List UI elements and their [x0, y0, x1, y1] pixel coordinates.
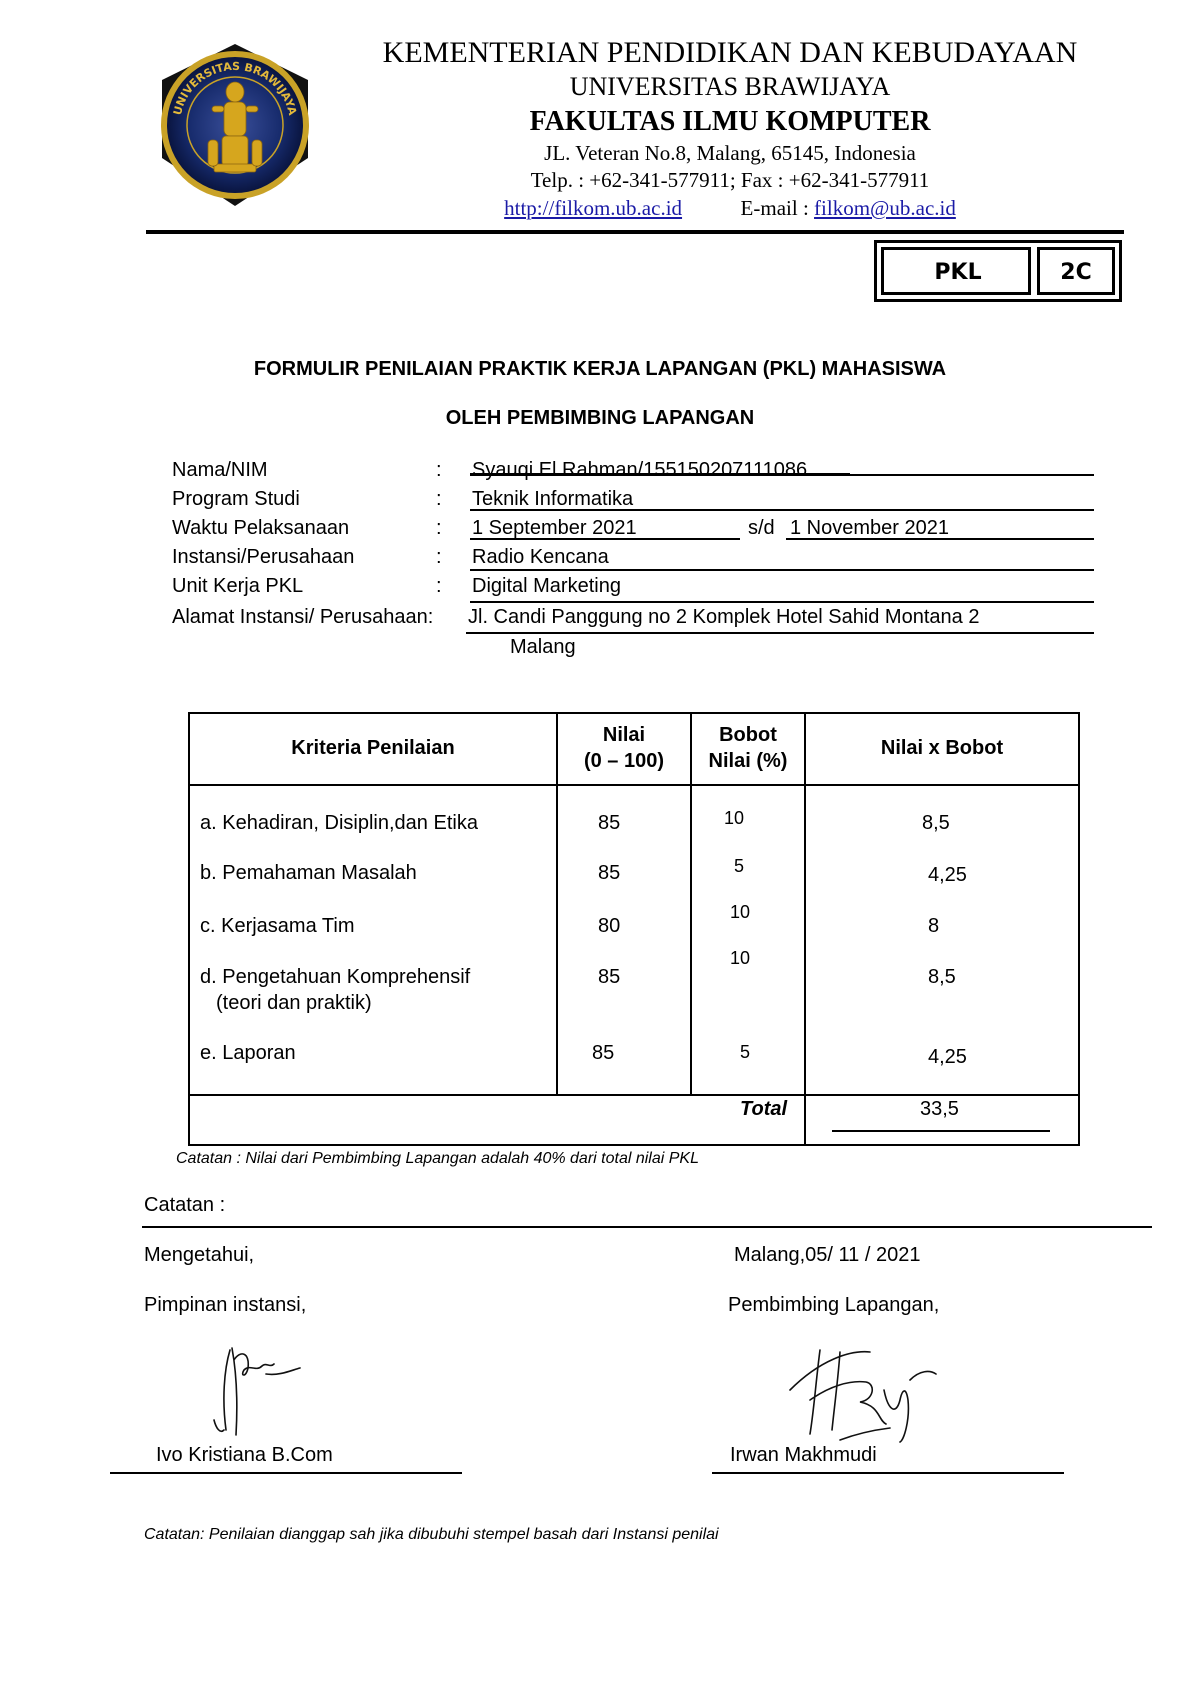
- total-label: Total: [740, 1098, 788, 1120]
- row-score: 85: [598, 966, 621, 988]
- name-colon: :: [436, 459, 442, 481]
- right-signer-name: Irwan Makhmudi: [730, 1444, 877, 1466]
- row-score: 85: [598, 812, 621, 834]
- right-signature: [780, 1330, 950, 1450]
- total-value: 33,5: [920, 1098, 959, 1120]
- unit-line: [470, 601, 1094, 603]
- code-pkl: PKL: [934, 260, 982, 285]
- form-title: FORMULIR PENILAIAN PRAKTIK KERJA LAPANGAN (PKL) MAHASISWA: [253, 358, 947, 380]
- website-link[interactable]: http://filkom.ub.ac.id: [504, 196, 683, 220]
- left-signature: [200, 1330, 330, 1450]
- time-end-line: [786, 538, 1094, 540]
- table-total-rule: [188, 1094, 1080, 1096]
- right-signature-line: [712, 1472, 1064, 1474]
- header-weight-line1: Bobot: [719, 724, 777, 746]
- address-label: Alamat Instansi/ Perusahaan:: [172, 606, 434, 628]
- row-score: 85: [598, 862, 621, 884]
- table-col-divider-3: [804, 712, 806, 1146]
- row-weight: 10: [730, 902, 751, 922]
- name-value: Syauqi El Rahman/155150207111086: [472, 459, 808, 481]
- address-line: JL. Veteran No.8, Malang, 65145, Indonesia: [544, 141, 916, 165]
- phone-fax-line: Telp. : +62-341-577911; Fax : +62-341-577911: [530, 168, 930, 192]
- faculty-name: FAKULTAS ILMU KOMPUTER: [529, 106, 931, 137]
- university-logo: [150, 40, 320, 210]
- row-product: 8: [928, 915, 940, 937]
- name-line: [470, 474, 1094, 476]
- header-rule: [146, 230, 1124, 234]
- time-start: 1 September 2021: [472, 517, 637, 539]
- email-label: E-mail :: [740, 196, 809, 220]
- web-email-line: [330, 196, 1130, 221]
- row-criteria: a. Kehadiran, Disiplin,dan Etika: [200, 812, 478, 834]
- address-value-line1: Jl. Candi Panggung no 2 Komplek Hotel Sahid Montana 2: [468, 606, 980, 628]
- notes-label: Catatan :: [144, 1194, 226, 1216]
- program-colon: :: [436, 488, 442, 510]
- header-score-line2: (0 – 100): [583, 750, 665, 772]
- row-weight: 10: [724, 808, 745, 828]
- notes-line: [142, 1226, 1152, 1228]
- university-name: UNIVERSITAS BRAWIJAYA: [569, 72, 891, 101]
- time-colon: :: [436, 517, 442, 539]
- left-signer-name: Ivo Kristiana B.Com: [156, 1444, 333, 1466]
- left-signature-line: [110, 1472, 462, 1474]
- unit-label: Unit Kerja PKL: [172, 575, 304, 597]
- row-weight: 5: [734, 856, 745, 876]
- program-value: Teknik Informatika: [472, 488, 634, 510]
- time-separator: s/d: [748, 517, 775, 539]
- time-end: 1 November 2021: [790, 517, 949, 539]
- right-place-date: Malang,05/ 11 / 2021: [734, 1244, 921, 1266]
- time-label: Waktu Pelaksanaan: [172, 517, 350, 539]
- left-role: Pimpinan instansi,: [144, 1294, 307, 1316]
- company-colon: :: [436, 546, 442, 568]
- ministry-title: KEMENTERIAN PENDIDIKAN DAN KEBUDAYAAN: [382, 36, 1078, 69]
- table-note: Catatan : Nilai dari Pembimbing Lapangan adalah 40% dari total nilai PKL: [176, 1150, 699, 1167]
- company-label: Instansi/Perusahaan: [172, 546, 355, 568]
- row-criteria: e. Laporan: [200, 1042, 296, 1064]
- header-criteria: Kriteria Penilaian: [291, 737, 455, 759]
- row-weight: 10: [730, 948, 751, 968]
- program-label: Program Studi: [172, 488, 300, 510]
- name-label: Nama/NIM: [172, 459, 268, 481]
- header-product: Nilai x Bobot: [880, 737, 1004, 759]
- address-line: [466, 632, 1094, 634]
- total-underline: [832, 1130, 1050, 1132]
- row-criteria-line2: (teori dan praktik): [216, 992, 372, 1014]
- row-product: 8,5: [928, 966, 956, 988]
- table-header-rule: [188, 784, 1080, 786]
- left-intro: Mengetahui,: [144, 1244, 255, 1266]
- time-start-line: [470, 538, 740, 540]
- code-2c: 2C: [1060, 260, 1092, 285]
- header-weight-line2: Nilai (%): [708, 750, 788, 772]
- row-criteria: d. Pengetahuan Komprehensif: [200, 966, 471, 988]
- company-line: [470, 569, 1094, 571]
- email-link[interactable]: filkom@ub.ac.id: [814, 196, 956, 220]
- unit-value: Digital Marketing: [472, 575, 621, 597]
- header-score-line1: Nilai: [602, 724, 646, 746]
- svg-text:UNIVERSITAS BRAWIJAYA: UNIVERSITAS BRAWIJAYA: [170, 59, 300, 117]
- program-line: [470, 509, 1094, 511]
- row-criteria: b. Pemahaman Masalah: [200, 862, 417, 884]
- row-score: 80: [598, 915, 621, 937]
- unit-colon: :: [436, 575, 442, 597]
- company-value: Radio Kencana: [472, 546, 609, 568]
- right-role: Pembimbing Lapangan,: [728, 1294, 940, 1316]
- footer-note: Catatan: Penilaian dianggap sah jika dibubuhi stempel basah dari Instansi penilai: [144, 1526, 719, 1543]
- row-weight: 5: [740, 1042, 751, 1062]
- row-product: 8,5: [922, 812, 950, 834]
- row-product: 4,25: [928, 1046, 967, 1068]
- row-score: 85: [592, 1042, 615, 1064]
- address-value-line2: Malang: [510, 636, 576, 658]
- row-criteria: c. Kerjasama Tim: [200, 915, 355, 937]
- row-product: 4,25: [928, 864, 967, 886]
- form-subtitle: OLEH PEMBIMBING LAPANGAN: [445, 407, 755, 429]
